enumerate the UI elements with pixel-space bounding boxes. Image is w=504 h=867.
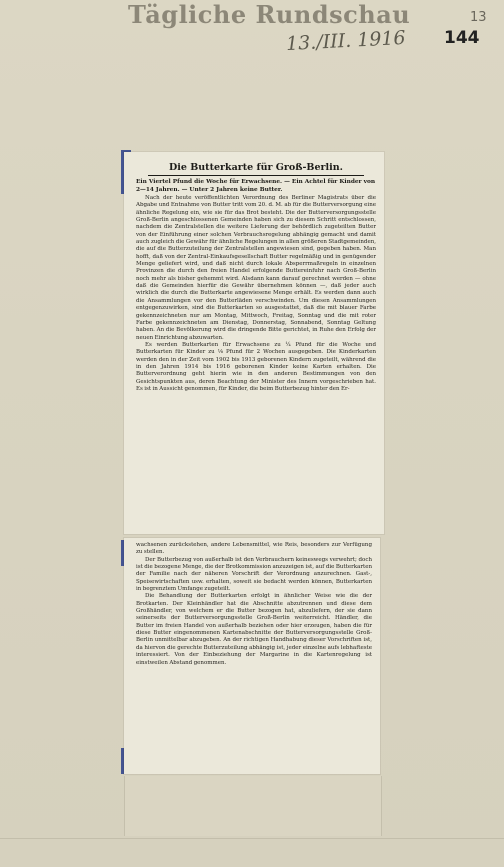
article-subhead: Ein Viertel Pfund die Woche für Erwachsene. — Ein Achtel für Kinder von 2—14 Jahren. — Unter 2 Jahren keine Butter. [136,179,376,193]
article-body-2 [136,542,372,667]
paragraph: Der Butterbezug von außerhalb ist den Verbrauchern keineswegs verwehrt; doch ist die bezogene Menge, die der Brotkommission anzuzeigen ist, auf die Butterkarten der Familie nach der näheren Vorschrift der Verordnung anzurechnen. Gast-, Speisewirtschaften usw. erhalten, soweit sie bedacht werden können, Butterkarten in begrenztem Umfange zugeteilt. [136,556,372,593]
clipping-part-2 [124,538,380,774]
newspaper-stamp: Tägliche Rundschau [128,0,411,29]
corner-number: 13 [470,10,487,25]
page-number: 144 [444,28,480,48]
paragraph: Es werden Butterkarten für Erwachsene zu ¼ Pfund für die Woche und Butterkarten für Kinder zu ⅛ Pfund für 2 Wochen ausgegeben. Die Kinderkarten werden den in der Zeit vom 1902 bis 1913 geborenen Kindern zugeteilt, während die in den Jahren 1914 bis 1916 geborenen Kinder keine Karten erhalten. Die Butterverordnung geht hierin wie in den anderen Bestimmungen von den Gesichtspunkten aus, deren Beachtung der Minister des Innern vorgeschrieben hat. Es ist in Aussicht genommen, für Kinder, die beim Butterbezug hinter den Er- [136,341,376,392]
article-headline: Die Butterkarte für Groß-Berlin. [169,162,343,173]
mount-strip [124,776,382,836]
paragraph: wachsenen zurückstehen, andere Lebensmittel, wie Reis, besonders zur Verfügung zu stellen. [136,542,372,556]
headline-rule [148,175,364,176]
paragraph: Die Behandlung der Butterkarten erfolgt in ähnlicher Weise wie die der Brotkarten. Der Kleinhändler hat die Abschnitte abzutrennen und diese dem Großhändler, von welchem er die Butter bezogen hat, abzuliefern, der sie dann seinerseits der Butterversorgungsstelle Groß-Berlin weiterreicht. Händler, die Butter im freien Handel von außerhalb beziehen oder hier erzeugen, haben die für diese Butter eingenommenen Kartenabschnitte der Butterversorgungsstelle Groß-Berlin unmittelbar abzugeben. An der richtigen Handhabung dieser Vorschriften ist, da hiervon die gerechte Butterzuteilung abhängig ist, jeder einzelne aufs lebhafteste interessiert. Von der Einbeziehung der Margarine in die Kartenregelung ist einstweilen Abstand genommen. [136,593,372,666]
page-fold [0,838,504,839]
clipping-part-1 [124,152,384,534]
handwritten-date: 13./III. 1916 [285,26,407,56]
paragraph: Nach der heute veröffentlichten Verordnung des Berliner Magistrats über die Abgabe und Entnahme von Butter tritt vom 20. d. M. ab für die Butterversorgung eine ähnliche Regelung ein, wie sie für das Brot besteht. Die der Butterversorgungsstelle Groß-Berlin angeschlossenen Gemeinden haben sich zu diesem Schritt entschlossen, nachdem die Zentralstellen die weitere Lieferung der behördlich zugeteilten Butter von der Einführung einer solchen Verbrauchsregelung abhängig gemacht und damit auch zugleich die Gewähr für ähnliche Regelungen in allen größeren Stadtgemeinden, die auf die Butterzuteilung der Zentralstellen angewiesen sind, gegeben haben. Man hofft, daß von der Zentral-Einkaufsgesellschaft Butter regelmäßig und in genügender Menge geliefert wird, und daß nicht durch lokale Absperrmaßregeln in einzelnen Provinzen die durch den freien Handel erfolgende Buttereinfuhr nach Groß-Berlin noch mehr als bisher gehemmt wird. Alsdann kann darauf gerechnet werden — ohne daß die Gemeinden hierfür die Gewähr übernehmen können —, daß jeder auch wirklich die durch die Butterkarte angewiesene Menge erhält. Es werden dann auch die Ansammlungen vor den Butterläden verschwinden. Um diesen Ansammlungen entgegenzuwirken, sind die Butterkarten so ausgestattet, daß die mit blauer Farbe gekennzeichneten nur am Montag, Mittwoch, Freitag, Sonntag und die mit roter Farbe gekennzeichneten am Dienstag, Donnerstag, Sonnabend, Sonntag Geltung haben. An die Bevölkerung wird die dringende Bitte gerichtet, in Ruhe den Erfolg der neuen Einrichtung abzuwarten. [136,195,376,341]
article-body-1 [136,195,376,393]
